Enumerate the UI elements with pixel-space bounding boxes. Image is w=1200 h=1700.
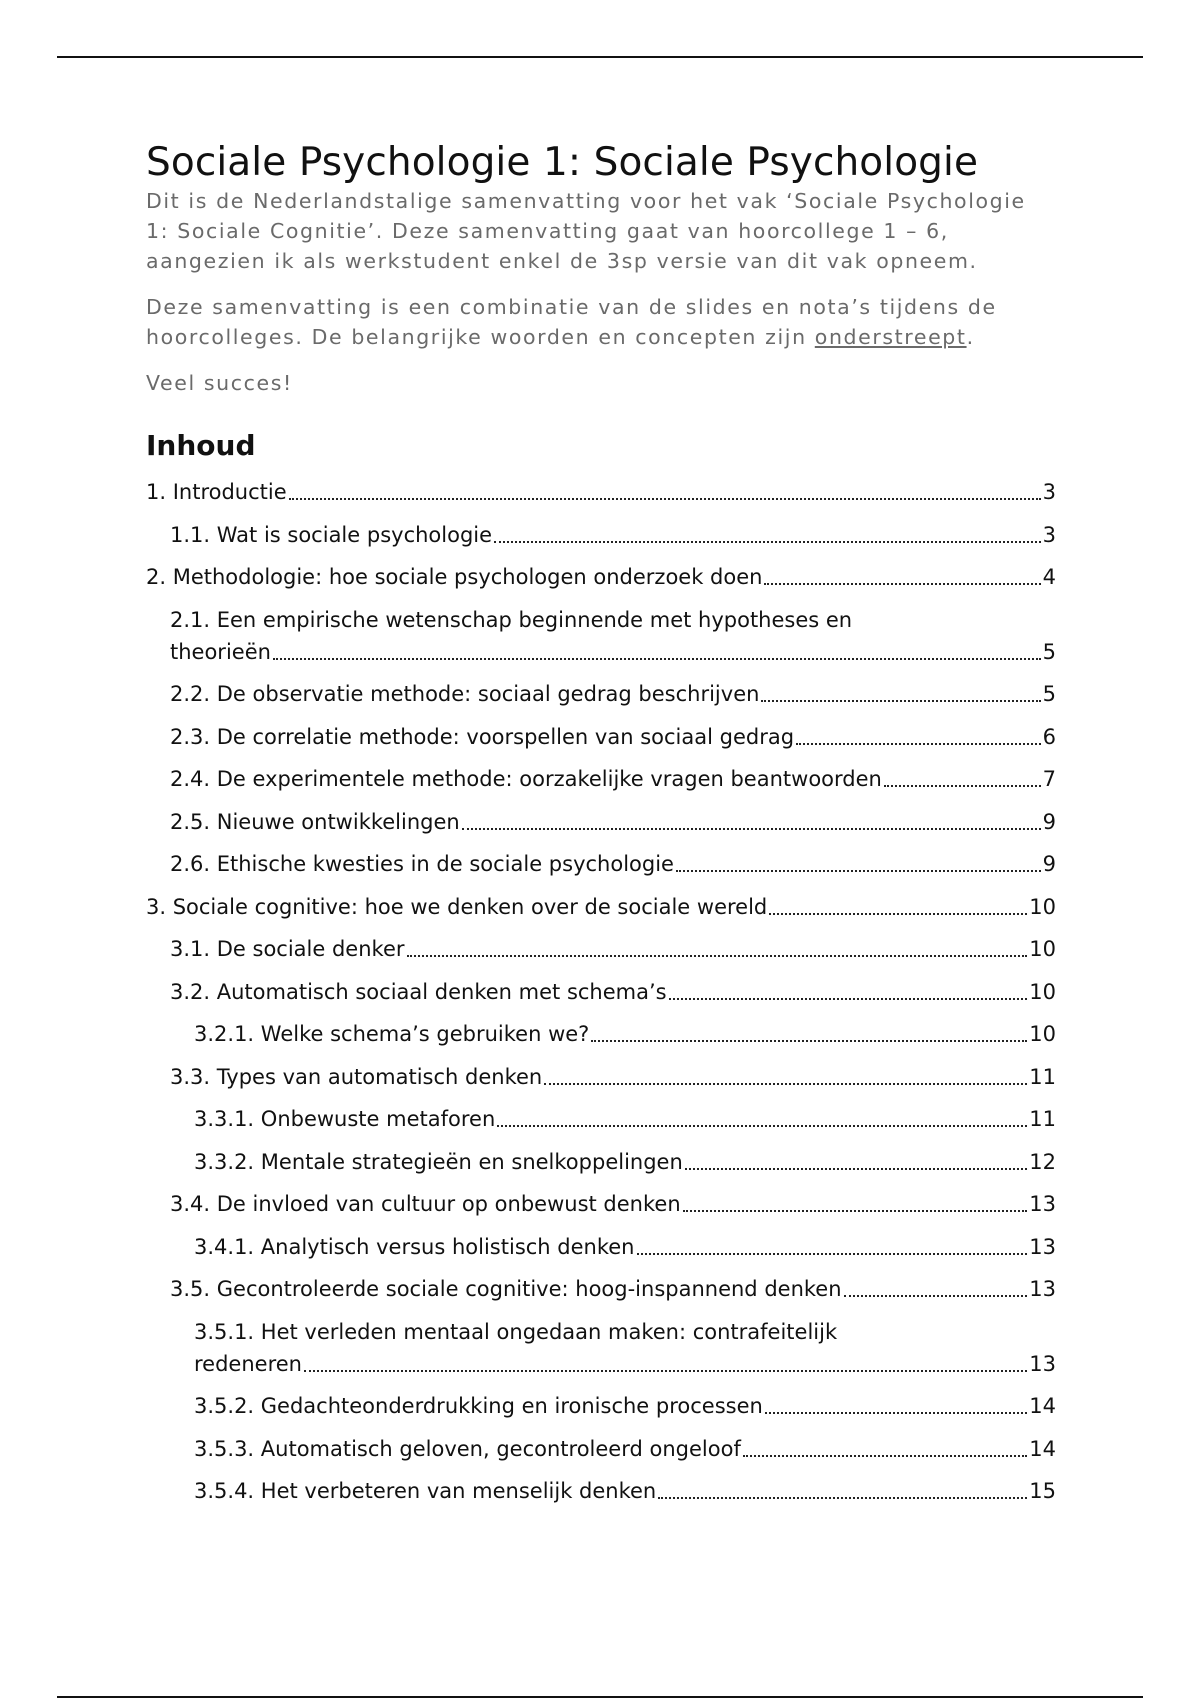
toc-entry-page: 13	[1029, 1277, 1056, 1301]
intro-paragraph-2-text: Deze samenvatting is een combinatie van de slides en nota’s tijdens de hoorcolleges. De belangrijke woorden en concepten zijn	[146, 295, 997, 349]
toc-entry-3-3-2[interactable]	[146, 1146, 1056, 1178]
toc-entry-label: 2.5. Nieuwe ontwikkelingen	[170, 809, 460, 834]
toc-entry-3-4[interactable]	[146, 1188, 1056, 1220]
toc-entry-label: 3.3.1. Onbewuste metaforen	[194, 1107, 496, 1131]
toc-entry-3-5-3[interactable]	[146, 1433, 1056, 1465]
toc-leader-dots	[544, 1083, 1027, 1085]
toc-entry-page: 12	[1029, 1149, 1056, 1174]
toc-entry-page: 10	[1029, 937, 1056, 961]
toc-entry-label: 3.2.1. Welke schema’s gebruiken we?	[194, 1022, 590, 1046]
toc-leader-dots	[289, 498, 1041, 500]
toc-entry-label-line-1: 3.5.1. Het verleden mentaal ongedaan maken: contrafeitelijk	[194, 1319, 838, 1344]
toc-entry-label: 3.5.2. Gedachteonderdrukking en ironische processen	[194, 1394, 763, 1418]
toc-entry-3-1[interactable]	[146, 933, 1056, 965]
toc-entry-page: 11	[1029, 1107, 1056, 1131]
table-of-contents	[146, 476, 1056, 1507]
toc-entry-page: 14	[1029, 1436, 1056, 1461]
toc-leader-dots	[844, 1295, 1028, 1297]
toc-entry-label-line-1: 2.1. Een empirische wetenschap beginnende met hypotheses en	[170, 607, 853, 632]
toc-entry-page: 13	[1029, 1192, 1056, 1216]
toc-entry-3-2-1[interactable]	[146, 1018, 1056, 1050]
toc-entry-3-5-1[interactable]	[146, 1316, 1056, 1380]
toc-entry-label: 3.2. Automatisch sociaal denken met schema’s	[170, 979, 667, 1004]
toc-entry-1-1[interactable]	[146, 519, 1056, 551]
toc-entry-2-1[interactable]	[146, 604, 1056, 668]
page-content	[146, 140, 1056, 1518]
toc-leader-dots	[637, 1253, 1028, 1255]
toc-entry-2-5[interactable]	[146, 806, 1056, 838]
toc-leader-dots	[497, 1125, 1027, 1127]
toc-entry-2-4[interactable]	[146, 763, 1056, 795]
toc-entry-label: 2.2. De observatie methode: sociaal gedrag beschrijven	[170, 682, 760, 706]
toc-entry-label-line-2: theorieën	[170, 639, 271, 664]
toc-leader-dots	[669, 998, 1028, 1000]
toc-entry-label: 3.5.3. Automatisch geloven, gecontroleerd ongeloof	[194, 1436, 741, 1461]
toc-entry-label: 3.1. De sociale denker	[170, 937, 405, 961]
toc-leader-dots	[884, 785, 1041, 787]
toc-entry-1[interactable]	[146, 476, 1056, 508]
toc-leader-dots	[743, 1455, 1027, 1457]
toc-entry-page: 3	[1042, 522, 1056, 547]
toc-entry-page: 10	[1029, 979, 1056, 1004]
toc-entry-page: 14	[1029, 1394, 1056, 1418]
toc-entry-label: 3. Sociale cognitive: hoe we denken over de sociale wereld	[146, 894, 768, 919]
toc-leader-dots	[761, 700, 1040, 702]
toc-entry-label: 3.4. De invloed van cultuur op onbewust denken	[170, 1192, 681, 1216]
toc-leader-dots	[765, 1412, 1027, 1414]
toc-entry-page: 6	[1042, 724, 1056, 749]
toc-entry-page: 9	[1042, 809, 1056, 834]
toc-entry-second-line	[194, 1348, 1056, 1380]
toc-entry-page: 7	[1042, 767, 1056, 791]
toc-entry-label: 3.3. Types van automatisch denken	[170, 1064, 543, 1089]
toc-entry-2-2[interactable]	[146, 678, 1056, 710]
toc-leader-dots	[685, 1168, 1027, 1170]
toc-entry-3[interactable]	[146, 891, 1056, 923]
underlined-word: onderstreept	[814, 325, 967, 349]
toc-leader-dots	[658, 1497, 1027, 1499]
toc-entry-2-3[interactable]	[146, 721, 1056, 753]
toc-entry-3-3[interactable]	[146, 1061, 1056, 1093]
toc-entry-page: 5	[1042, 639, 1056, 664]
toc-entry-3-5-4[interactable]	[146, 1475, 1056, 1507]
toc-leader-dots	[494, 541, 1041, 543]
toc-entry-page: 15	[1029, 1479, 1056, 1503]
toc-entry-3-2[interactable]	[146, 976, 1056, 1008]
toc-entry-page: 13	[1029, 1234, 1056, 1259]
toc-leader-dots	[676, 870, 1041, 872]
top-rule	[57, 56, 1143, 58]
toc-entry-page: 9	[1042, 852, 1056, 876]
toc-entry-page: 5	[1042, 682, 1056, 706]
toc-leader-dots	[769, 913, 1027, 915]
intro-paragraph-3: Veel succes!	[146, 371, 293, 395]
toc-entry-label: 2.4. De experimentele methode: oorzakelijke vragen beantwoorden	[170, 767, 882, 791]
toc-entry-page: 10	[1029, 1022, 1056, 1046]
toc-leader-dots	[304, 1370, 1027, 1372]
toc-entry-page: 13	[1029, 1351, 1056, 1376]
toc-entry-page: 11	[1029, 1064, 1056, 1089]
toc-entry-3-5-2[interactable]	[146, 1390, 1056, 1422]
bottom-rule	[57, 1696, 1143, 1698]
toc-entry-3-4-1[interactable]	[146, 1231, 1056, 1263]
toc-leader-dots	[591, 1040, 1027, 1042]
toc-entry-label: 3.4.1. Analytisch versus holistisch denken	[194, 1234, 635, 1259]
intro-paragraph-2-end: .	[966, 325, 975, 349]
toc-entry-label: 2.6. Ethische kwesties in de sociale psychologie	[170, 852, 674, 876]
toc-entry-label: 2. Methodologie: hoe sociale psychologen onderzoek doen	[146, 565, 763, 589]
toc-entry-label: 3.5.4. Het verbeteren van menselijk denken	[194, 1479, 657, 1503]
toc-entry-3-3-1[interactable]	[146, 1103, 1056, 1135]
toc-leader-dots	[407, 955, 1028, 957]
toc-leader-dots	[796, 743, 1041, 745]
toc-leader-dots	[764, 583, 1040, 585]
toc-leader-dots	[273, 658, 1041, 660]
toc-entry-page: 4	[1042, 565, 1056, 589]
toc-entry-label-line-2: redeneren	[194, 1351, 302, 1376]
toc-entry-label: 3.5. Gecontroleerde sociale cognitive: hoog-inspannend denken	[170, 1277, 842, 1301]
toc-entry-2[interactable]	[146, 561, 1056, 593]
intro-paragraph-2	[146, 292, 1056, 352]
intro-paragraph-1: Dit is de Nederlandstalige samenvatting voor het vak ‘Sociale Psychologie 1: Sociale Cognitie’. Deze samenvatting gaat van hoorcollege 1 – 6, aangezien ik als werkstudent enkel de 3sp versie van dit vak opneem.	[146, 189, 1026, 273]
toc-entry-label: 1. Introductie	[146, 480, 287, 504]
toc-entry-second-line	[170, 636, 1056, 668]
toc-entry-label: 1.1. Wat is sociale psychologie	[170, 522, 493, 547]
toc-entry-2-6[interactable]	[146, 848, 1056, 880]
toc-entry-page: 10	[1029, 894, 1056, 919]
toc-entry-label: 3.3.2. Mentale strategieën en snelkoppelingen	[194, 1149, 683, 1174]
toc-leader-dots	[462, 828, 1041, 830]
toc-entry-label: 2.3. De correlatie methode: voorspellen van sociaal gedrag	[170, 724, 795, 749]
toc-entry-3-5[interactable]	[146, 1273, 1056, 1305]
document-title: Sociale Psychologie 1: Sociale Psychologie	[146, 140, 979, 185]
toc-entry-page: 3	[1042, 480, 1056, 504]
toc-leader-dots	[683, 1210, 1028, 1212]
toc-heading: Inhoud	[146, 429, 256, 462]
